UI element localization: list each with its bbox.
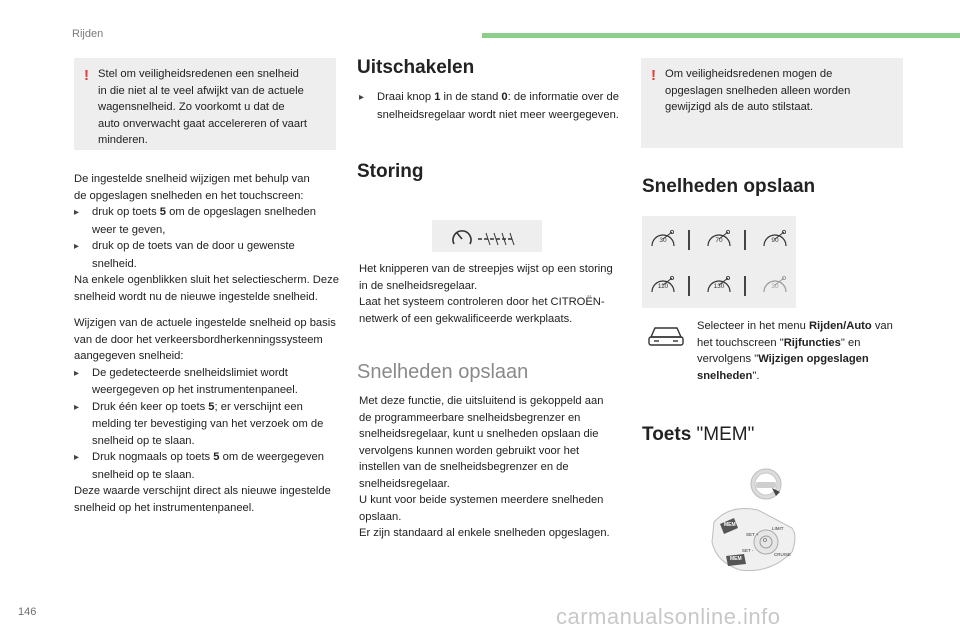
stalk-label-set-plus: SET + [746,532,759,537]
bullet-icon: ▸ [74,241,80,252]
stalk-label-limit: LIMIT [772,526,784,531]
snelheden-opslaan-text: Met deze functie, die uitsluitend is gekoppeld aan de programmeerbare snelheidsbegrenzer en snelheidsregelaar, kunt u snelheden opslaan die vervolgens kunnen worden gebruikt voor het instellen van de snelheidsbegrenzer en de snelheidsregelaar. U kunt voor beide systemen meerdere snelheden opslaan. Er zijn standaard al enkele snelheden opgeslagen. [359,395,610,539]
list-item: ▸ druk op toets 5 om de opgeslagen snelheden weer te geven, [74,206,316,236]
paragraph-touchscreen: De ingestelde snelheid wijzigen met behulp van de opgeslagen snelheden en het touchscreen: ▸ druk op toets 5 om de opgeslagen snelheden weer te geven, ▸ druk op de toets van de door u gewenste snelheid. Na enkele ogenblikken sluit het selectiescherm. Deze snelheid wordt nu de nieuwe ingestelde snelheid. [74,171,342,305]
bullet-icon: ▸ [74,367,80,379]
stalk-label-cruise: CRUISE [774,552,792,557]
list-item: ▸ druk op de toets van de door u gewenste snelheid. [74,240,295,270]
menu-instruction: Selecteer in het menu Rijden/Auto van het touchscreen "Rijfuncties" en vervolgens "Wijzigen opgeslagen snelheden". [697,320,893,382]
speed-gauge-icon: 70 [704,226,734,252]
section-color-bar [482,33,960,38]
storing-text: Het knipperen van de streepjes wijst op een storing in de snelheidsregelaar. Laat het systeem controleren door het CITROËN-netwerk of een gekwalificeerde werkplaats. [359,263,613,325]
warning-box-speed [74,58,336,150]
car-menu-icon [646,323,686,354]
warning-box-stationary [641,58,903,148]
list-item-switch-off: ▸ Draai knop 1 in de stand 0: de informatie over de snelheidsregelaar wordt niet meer weergegeven. [359,91,619,121]
heading-toets-mem: Toets "MEM" [642,424,755,445]
speed-gauge-icon-dimmed: 30 [760,272,790,298]
section-label: Rijden [72,28,104,40]
stalk-label-mem-bottom: MEM [730,556,742,562]
speed-gauge-icon: 90 [760,226,790,252]
bullet-icon: ▸ [74,207,80,218]
warning-icon: ! [651,67,656,84]
watermark: carmanualsonline.info [556,604,781,629]
col1-body [74,171,342,526]
warning-icon: ! [84,67,89,84]
bullet-icon: ▸ [359,92,365,103]
speed-gauge-icon: 30 [648,226,678,252]
divider [688,230,690,250]
page-number: 146 [18,606,37,618]
divider [688,276,690,296]
heading-snelheden-opslaan-light: Snelheden opslaan [357,361,529,383]
bullet-icon: ▸ [74,452,80,463]
stored-speeds-panel [642,216,796,308]
speedometer-dashes-icon [432,220,542,252]
list-item: ▸ Druk één keer op toets 5; er verschijnt een melding ter bevestiging van het verzoek om de snelheid op te slaan. [74,400,324,447]
speed-gauge-icon: 110 [648,272,678,298]
warning-text: Om veiligheidsredenen mogen de opgeslagen snelheden alleen worden gewijzigd als de auto stilstaat. [665,68,851,113]
heading-uitschakelen: Uitschakelen [357,57,475,78]
stalk-label-off: O [763,538,767,544]
stalk-label-set-minus: SET - [742,548,754,553]
cruise-stalk-illustration [700,462,810,587]
divider [744,276,746,296]
paragraph-sign-recognition: Wijzigen van de actuele ingestelde snelheid op basis van de door het verkeersbordherkenningssysteem aangegeven snelheid: ▸ De gedetecteerde snelheidslimiet wordt weergegeven op het instrumentenpaneel. ▸ Druk één keer op toets 5; er verschijnt een melding ter bevestiging van het verzoek om de snelheid op te slaan. ▸ Druk nogmaals op toets 5 om de weergegeven snelheid op te slaan. Deze waarde verschijnt direct als nieuwe ingestelde snelheid op het instrumentenpaneel. [74,315,342,516]
heading-storing: Storing [357,161,424,182]
stalk-label-mem-top: MEM [724,522,736,528]
list-item: ▸ De gedetecteerde snelheidslimiet wordt weergegeven op het instrumentenpaneel. [74,366,298,396]
speed-gauge-icon: 130 [704,272,734,298]
bullet-icon: ▸ [74,401,80,413]
warning-text: Stel om veiligheidsredenen een snelheid in die niet al te veel afwijkt van de actuele wagensnelheid. Zo voorkomt u dat de auto onverwacht gaat accelereren of vaart minderen. [98,68,307,146]
divider [744,230,746,250]
fault-display-panel [432,220,542,252]
list-item: ▸ Druk nogmaals op toets 5 om de weergegeven snelheid op te slaan. [74,451,324,481]
heading-snelheden-opslaan: Snelheden opslaan [642,176,816,197]
